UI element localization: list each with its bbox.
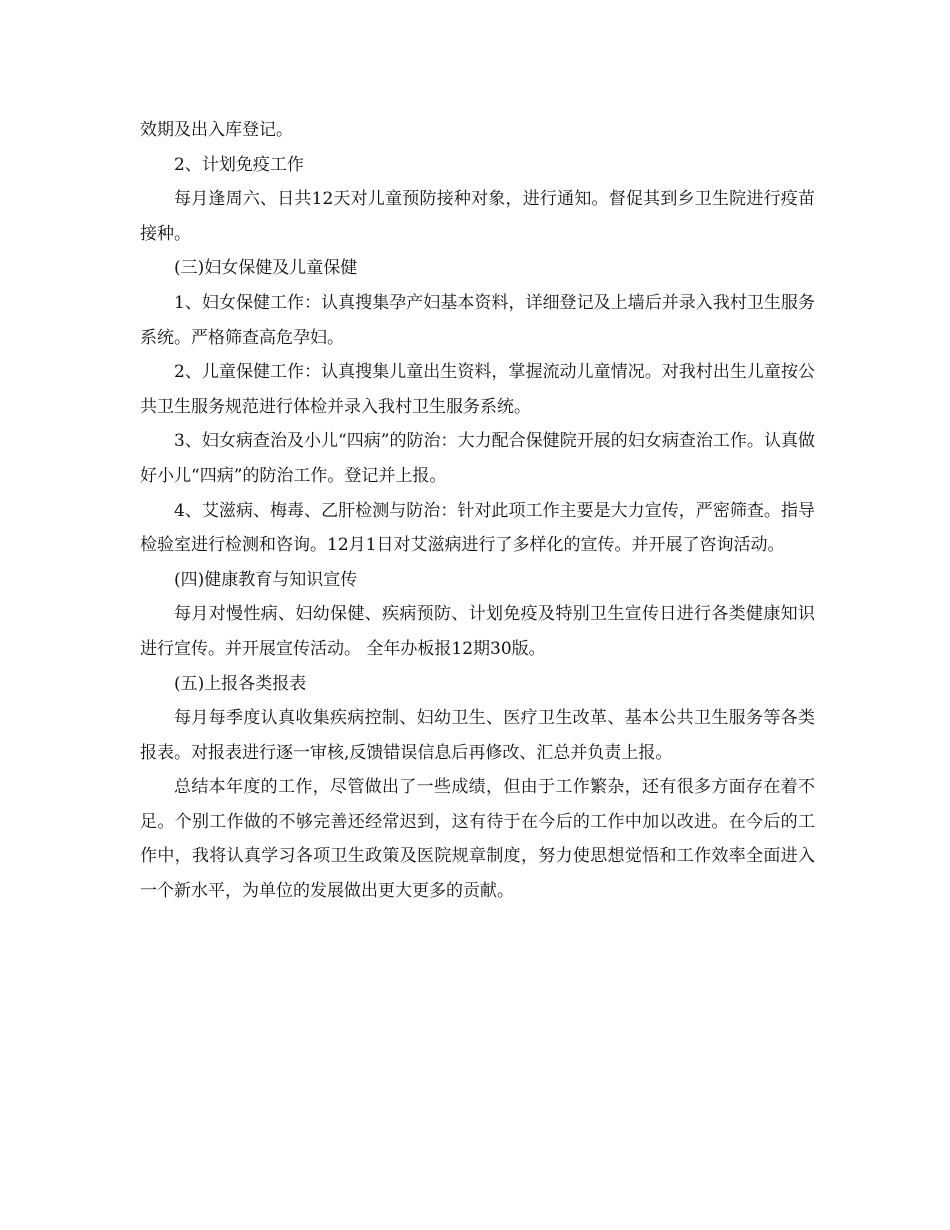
heading-immunization: 2、计划免疫工作 [174,154,304,175]
document-body [140,113,815,909]
paragraph-health-education: 每月对慢性病、妇幼保健、疾病预防、计划免疫及特别卫生宣传日进行各类健康知识进行宣传。并开展宣传活动。 全年办板报12期30版。 [140,604,815,659]
paragraph-reports: 每月每季度认真收集疾病控制、妇幼卫生、医疗卫生改革、基本公共卫生服务等各类报表。对报表进行逐一审核,反馈错误信息后再修改、汇总并负责上报。 [140,708,815,763]
heading-reports: (五)上报各类报表 [174,673,307,694]
paragraph-hiv-prevention: 4、艾滋病、梅毒、乙肝检测与防治：针对此项工作主要是大力宣传，严密筛查。指导检验室进行检测和咨询。12月1日对艾滋病进行了多样化的宣传。并开展了咨询活动。 [140,500,815,556]
paragraph-disease-treatment: 3、妇女病查治及小儿“四病”的防治：大力配合保健院开展的妇女病查治工作。认真做好小儿“四病”的防治工作。登记并上报。 [140,431,815,486]
paragraph-continuation: 效期及出入库登记。 [140,120,293,140]
heading-women-children-health: (三)妇女保健及儿童保健 [174,258,358,279]
paragraph-child-health: 2、儿童保健工作：认真搜集儿童出生资料，掌握流动儿童情况。对我村出生儿童按公共卫生服务规范进行体检并录入我村卫生服务系统。 [140,362,815,417]
paragraph-women-health: 1、妇女保健工作：认真搜集孕产妇基本资料，详细登记及上墙后并录入我村卫生服务系统。严格筛查高危孕妇。 [140,292,815,348]
heading-health-education: (四)健康教育与知识宣传 [174,569,358,590]
paragraph-summary: 总结本年度的工作，尽管做出了一些成绩，但由于工作繁杂，还有很多方面存在着不足。个别工作做的不够完善还经常迟到，这有待于在今后的工作中加以改进。在今后的工作中，我将认真学习各项卫生政策及医院规章制度，努力使思想觉悟和工作效率全面进入一个新水平，为单位的发展做出更大更多的贡献。 [140,777,815,902]
paragraph-immunization: 每月逢周六、日共12天对儿童预防接种对象，进行通知。督促其到乡卫生院进行疫苗接种。 [140,189,815,244]
